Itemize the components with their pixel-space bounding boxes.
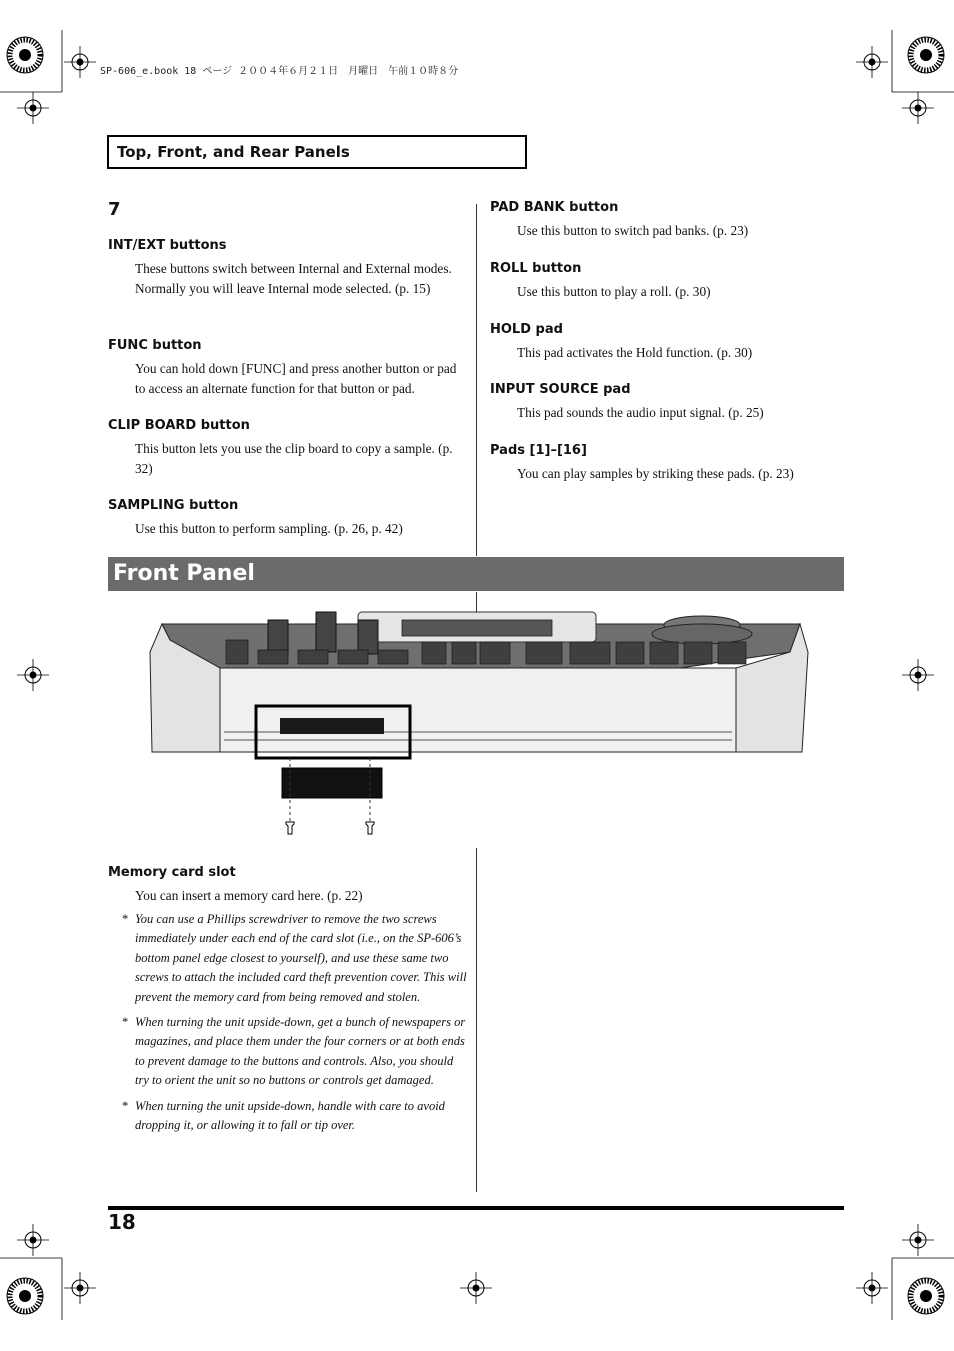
entry-text: This pad sounds the audio input signal. (p. 25) [517, 405, 764, 420]
entry-int-ext [108, 238, 463, 298]
entry-clip-board [108, 418, 463, 478]
print-slug: SP-606_e.book 18 ページ ２００４年６月２１日 月曜日 午前１０時８分 [100, 66, 459, 77]
entry-heading: FUNC button [108, 338, 202, 353]
column-divider [476, 204, 477, 556]
entry-func [108, 338, 463, 398]
memory-card-notes [108, 910, 468, 1141]
front-panel-illustration [140, 592, 820, 842]
column-divider [476, 848, 477, 1192]
entry-pad-bank [490, 200, 845, 241]
entry-input-source [490, 382, 845, 423]
footer-rule [108, 1206, 844, 1210]
entry-heading: Pads [1]–[16] [490, 443, 587, 458]
note-text: You can use a Phillips screwdriver to remove the two screws immediately under each end of the card slot (i.e., on the SP-606’s bottom panel edge closest to yourself), and use these same two screws to attach the included card theft prevention cover. This will prevent the memory card from being removed and stolen. [135, 912, 467, 1004]
rosette-bottom-left [7, 1278, 43, 1314]
rosette-top-left [7, 37, 43, 73]
note-text: When turning the unit upside-down, handle with care to avoid dropping it, or allowing it to fall or tip over. [135, 1098, 445, 1133]
rosette-top-right [908, 37, 944, 73]
note-marker: * [122, 1015, 129, 1030]
note-marker: * [122, 912, 129, 926]
entry-text: This pad activates the Hold function. (p. 30) [517, 345, 753, 360]
entry-heading: Memory card slot [108, 865, 236, 880]
note-text: When turning the unit upside-down, get a bunch of newspapers or magazines, and place them under the four corners or at both ends to prevent damage to the buttons and controls. Also, you should try to orient the unit so no buttons or controls get damaged. [135, 1015, 466, 1088]
entry-sampling [108, 498, 463, 539]
entry-roll [490, 261, 845, 302]
entry-heading: HOLD pad [490, 322, 563, 337]
rosette-bottom-right [908, 1278, 944, 1314]
column-divider [476, 592, 477, 612]
entry-heading: INPUT SOURCE pad [490, 382, 631, 397]
entry-heading: SAMPLING button [108, 498, 239, 513]
entry-text: This button lets you use the clip board to copy a sample. (p. 32) [135, 441, 453, 476]
entry-text: These buttons switch between Internal and External modes. Normally you will leave Internal mode selected. (p. 15) [135, 261, 452, 296]
entry-text: Use this button to play a roll. (p. 30) [517, 284, 711, 299]
note-item [108, 1013, 468, 1091]
entry-text: Use this button to perform sampling. (p. 26, p. 42) [135, 521, 403, 536]
entry-text: You can play samples by striking these pads. (p. 23) [517, 466, 794, 481]
entry-pads [490, 443, 845, 484]
entry-heading: INT/EXT buttons [108, 238, 227, 253]
screw-icon [286, 822, 374, 834]
section-title: Top, Front, and Rear Panels [107, 135, 527, 169]
entry-heading: ROLL button [490, 261, 582, 276]
note-item [108, 910, 468, 1007]
item-number: 7 [108, 199, 121, 220]
front-panel-banner: Front Panel [108, 557, 844, 591]
entry-heading: PAD BANK button [490, 200, 619, 215]
page-number: 18 [108, 1210, 136, 1234]
entry-heading: CLIP BOARD button [108, 418, 250, 433]
entry-text: You can hold down [FUNC] and press another button or pad to access an alternate function for that button or pad. [135, 361, 457, 396]
entry-text: Use this button to switch pad banks. (p. 23) [517, 223, 749, 238]
note-item [108, 1097, 468, 1136]
note-marker: * [122, 1098, 129, 1113]
entry-hold [490, 322, 845, 363]
entry-text: You can insert a memory card here. (p. 22) [135, 888, 363, 903]
entry-memory-card-slot [108, 865, 463, 906]
